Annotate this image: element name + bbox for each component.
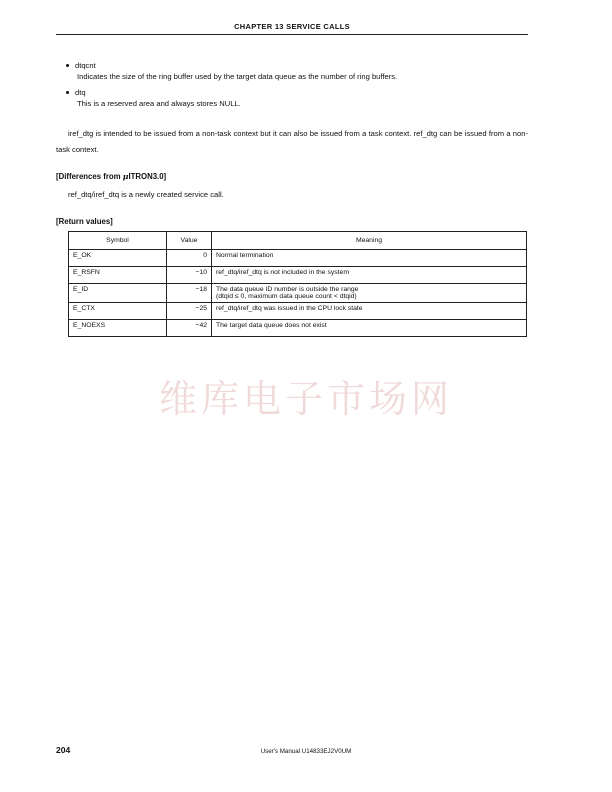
bullet-description: Indicates the size of the ring buffer used by the target data queue as the number of ring buffers.	[77, 72, 398, 81]
value-cell: 0	[167, 250, 212, 267]
table-row	[69, 320, 527, 337]
differences-heading: [Differences from μITRON3.0]	[56, 172, 167, 181]
bullet-dtqcnt	[66, 60, 526, 82]
meaning-cell: Normal termination	[212, 250, 527, 267]
table-row	[69, 267, 527, 284]
watermark: 维库电子市场网	[158, 377, 453, 421]
page-number: 204	[56, 745, 71, 755]
symbol-cell: E_RSFN	[69, 267, 167, 284]
mu-symbol: μ	[122, 172, 129, 181]
value-cell: −10	[167, 267, 212, 284]
symbol-cell: E_ID	[69, 284, 167, 303]
value-cell: −25	[167, 303, 212, 320]
bullet-icon	[66, 91, 69, 94]
return-values-heading: [Return values]	[56, 217, 113, 226]
bullet-icon	[66, 64, 69, 67]
value-cell: −42	[167, 320, 212, 337]
symbol-cell: E_OK	[69, 250, 167, 267]
meaning-cell: ref_dtq/iref_dtq was issued in the CPU lock state	[212, 303, 527, 320]
column-header-symbol: Symbol	[69, 232, 167, 250]
return-values-table	[68, 231, 527, 337]
value-cell: −18	[167, 284, 212, 303]
table-header-row	[69, 232, 527, 250]
context-paragraph-text: iref_dtg is intended to be issued from a non-task context but it can also be issued from a task context. ref_dtg can be issued from a non-task context.	[56, 129, 528, 154]
bullet-dtq	[66, 87, 526, 109]
bullet-term: dtqcnt	[75, 61, 96, 70]
symbol-cell: E_CTX	[69, 303, 167, 320]
meaning-line: The data queue ID number is outside the range	[216, 286, 359, 293]
table-row	[69, 303, 527, 320]
meaning-cell	[212, 284, 527, 303]
bullet-term: dtq	[75, 88, 86, 97]
meaning-line-2: (dtqid ≤ 0, maximum data queue count < dtqid)	[216, 293, 357, 300]
context-paragraph	[56, 126, 528, 158]
meaning-cell: ref_dtq/iref_dtq is not included in the system	[212, 267, 527, 284]
column-header-value: Value	[167, 232, 212, 250]
meaning-cell: The target data queue does not exist	[212, 320, 527, 337]
document-id: User's Manual U14833EJ2V0UM	[260, 748, 352, 755]
bullet-description: This is a reserved area and always stores NULL.	[77, 99, 241, 108]
column-header-meaning: Meaning	[212, 232, 527, 250]
table-row	[69, 284, 527, 303]
table-row	[69, 250, 527, 267]
symbol-cell: E_NOEXS	[69, 320, 167, 337]
page-header: CHAPTER 13 SERVICE CALLS	[56, 22, 528, 35]
differences-body: ref_dtq/iref_dtq is a newly created service call.	[68, 190, 224, 199]
